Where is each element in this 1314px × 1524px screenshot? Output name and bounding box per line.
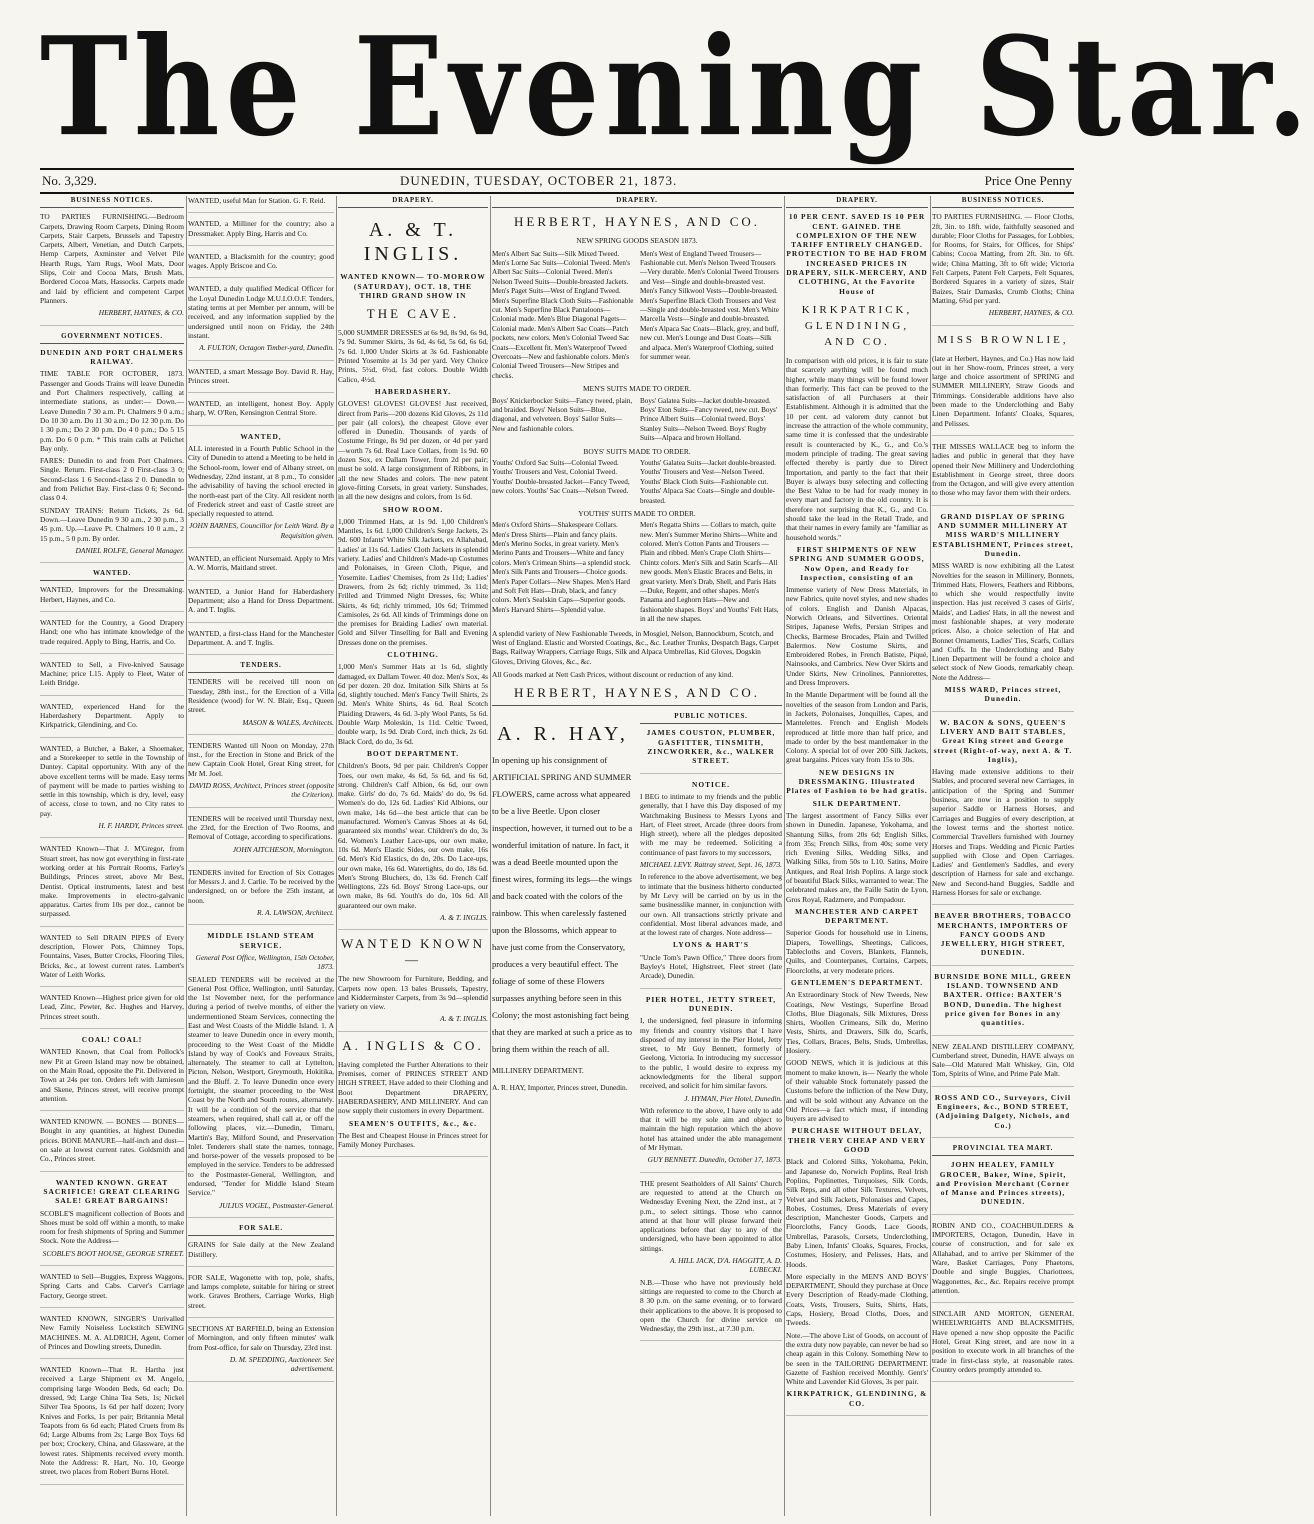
- ad-heading: BEAVER BROTHERS, TOBACCO MERCHANTS, IMPORTERS OF FANCY GOODS AND JEWELLERY, HIGH STREET, DUNEDIN.: [934, 911, 1072, 958]
- ad-text: TENDERS will be received till noon on Tuesday, 28th inst., for the Erection of a Villa Residence (wood) for W. N. Blair, Esq., Queen street.: [188, 677, 334, 715]
- section-heading: DRAPERY.: [492, 196, 782, 208]
- ad-text: I BEG to intimate to my friends and the public generally, that I have this Day disposed of my Watchmaking Business to Messrs Lyons and Hart, of Fleet street, Arcade (three doors from High street), where all the pledges deposited with me may be redeemed. Soliciting a continuance of past favors to my successors,: [640, 791, 782, 857]
- ad-text: WANTED Known—Highest price given for old Lead, Zinc, Pewter, &c. Hughes and Harvey, Princes street south.: [40, 993, 184, 1021]
- ad-signature: DANIEL ROLFE, General Manager.: [75, 545, 184, 555]
- ad-heading: SHOW ROOM.: [382, 504, 444, 514]
- ad-text: Note.—The above List of Goods, on account of the extra duty now payable, can never be had so cheap again in this Colony. Something New to be seen in the TAILORING DEPARTMENT. Gazette of Fashion received Monthly. Gent's' White and Lavender Kid Gloves, 3s per pair.: [786, 1330, 929, 1387]
- column-2: [188, 196, 334, 1516]
- list-left: Boys' Knickerbocker Suits—Fancy tweed, plain, and braided. Boys' Nelson Suits—Blue, diagonal, and velveteen. Boys' Sailor Suits—New and fashionable colors.: [492, 396, 633, 433]
- issue-number: No. 3,329.: [42, 173, 97, 188]
- advertisement: [786, 212, 928, 1416]
- ad-heading: MILLINERY DEPARTMENT.: [492, 1066, 584, 1076]
- ad-text: GLOVES! GLOVES! GLOVES! Just received, direct from Paris—200 dozens Kid Gloves, 2s 11d per pair (all colors), the cheapest Glove ever offered in Dunedin. Thousands of yards of Costume Fringe, 8s 9d per dozen, or 4d per yard—worth 7s 6d. Real Lace Collars, from 1s 9d. 60 dozen Sox, ex Dallam Tower, from 2d per pair; must be sold. A large consignment of Ribbons, in all the new Shades and colors. The new patent glove-fitting Corsets, in great variety. Sunshades, in all the new designs and colors, from 1s 6d.: [338, 399, 488, 502]
- issue-price: Price One Penny: [984, 173, 1072, 188]
- advertisement: [40, 212, 184, 325]
- ad-text: WANTED Known—That J. M'Gregor, from Stuart street, has now got everything in first-rate working order at his Portrait Rooms, Farley's Buildings, Princes street, above Mr Best, Dentist. Optical instruments, latest and best make. Improvements in electro-galvanic apparatus. Cartes from 10s per doz., cannot be surpassed.: [40, 844, 184, 919]
- advertisement: [932, 442, 1074, 506]
- ad-heading: JOHN HEALEY, FAMILY GROCER, Baker, Wine, Spirit, and Provision Merchant (Corner of Manse and Princes streets), DUNEDIN.: [936, 1160, 1070, 1207]
- ad-text: WANTED Known, that Coal from Pollock's new Pit at Green Island may now be obtained, on the Main Road, opposite the Pit. Delivered in Town at 24s per ton. Orders left with Jamieson and Skene, Princes street, will receive prompt attention.: [40, 1047, 184, 1103]
- ad-text: TIME TABLE FOR OCTOBER, 1873. Passenger and Goods Trains will leave Dunedin and Port Chalmers respectively, calling at intermediate stations, as under:— Down.—Leave Dunedin 7 30 a.m. Pt. Chalmers 9 0 a.m.; Do 10 30 a.m. Do 11 30 a.m.; Do 12 30 p.m. Do 1 30 p.m.; Do 2 30 p.m. Do 4 0 p.m.; Do 5 15 p.m. Do 6 0 p.m. * This train calls at Pelichet Bay only.: [40, 369, 184, 453]
- advertisement: [188, 741, 334, 808]
- ad-text: WANTED, an intelligent, honest Boy. Apply sharp, W. O'Ren, Kensington Central Store.: [188, 399, 334, 418]
- advertisement: [40, 744, 184, 839]
- goods-list: [492, 250, 782, 382]
- advertisement: [40, 702, 184, 738]
- ad-text: WANTED, a Junior Hand for Haberdashery Department; also a Hand for Dress Department. A. and T. Inglis.: [188, 586, 334, 615]
- ad-signature: A. HILL JACK, D'A. HAGGITT, A. D. LUBECKI.: [669, 1256, 782, 1275]
- ad-text: The Best and Cheapest House in Princes street for Family Money Purchases.: [338, 1130, 488, 1150]
- ad-heading: PURCHASE WITHOUT DELAY, THEIR VERY CHEAP AND VERY GOOD: [787, 1126, 927, 1155]
- list-right: Men's Regatta Shirts — Collars to match, quite new. Men's Summer Merino Shirts—White and colored. Men's Cotton Pants and Trousers — Plain and ribbed. Men's Crape Cloth Shirts—Chintz colors. Men's Silk and Satin Scarfs—All new goods. Men's Elastic Braces and Belts, in great variety. Men's Drab, Shell, and Paris Hats—Duke, Regent, and other shapes. Men's Panama and Leghorn Hats—New and fashionable shapes. Boys' and Youths' Felt Hats, in all the new shapes.: [640, 521, 779, 624]
- ad-text: The largest assortment of Fancy Silks ever shown in Dunedin. Japanese, Yokohama, and Shantung Silks, from 20s 6d; English Silks, from 35s; French Silks, from 40s; some very rich Evening Silks, Wedding Silks, and Walking Silks, from 50s to L10. Satins, Moire Antiques, and Real Irish Poplins. A large stock of beautiful Black Silks, warranted to wear. The celebrated makes are, the Faille Satin de Lyon, Gros Royal, Radzmere, and Pompadour.: [786, 810, 928, 904]
- list-left: Men's Albert Sac Suits—Silk Mixed Tweed. Men's Lorne Sac Suits—Colonial Tweed. Men's Albert Sac Suits—Colonial Tweed. Men's Nelson Tweed Suits—Double-breasted Jackets. Men's Paget Suits—West of England Tweed. Men's Superfine Black Cloth Suits—Fashionable cut. Men's Superfine Black Pantaloons—Colonial made. Men's Blue Diagonal Pagets—Colonial made. Men's Albert Sac Coats—Patch pockets, new colors. Men's Colonial Tweed Sac Coats—Excellent fit. Men's Waterproof Tweed Overcoats—New and fashionable colors. Men's Colonial Tweed Trousers—New Stripes and checks.: [492, 249, 634, 380]
- advertisement: [932, 911, 1074, 965]
- ad-signature: D. M. SPEDDING, Auctioneer. See advertisement.: [229, 1354, 334, 1374]
- advertisement: [640, 1179, 782, 1342]
- railway-notice: [40, 348, 184, 563]
- advertisement: [40, 1314, 184, 1359]
- ad-signature: SCOBLE'S BOOT HOUSE, GEORGE STREET.: [42, 1248, 184, 1258]
- ad-heading: MIDDLE ISLAND STEAM SERVICE.: [207, 931, 315, 950]
- ad-signature: A. R. HAY, Importer, Princes street, Dunedin.: [492, 1083, 628, 1093]
- advertisement: [640, 995, 782, 1173]
- ad-signature: MASON & WALES, Architects.: [242, 717, 334, 727]
- ad-signature: GUY BENNETT. Dunedin, October 17, 1873.: [647, 1155, 782, 1165]
- masthead: [40, 6, 1314, 167]
- advertisement: [932, 512, 1074, 712]
- ad-text: WANTED, an efficient Nursemaid. Apply to Mrs A. W. Morris, Maitland street.: [188, 554, 334, 573]
- ad-heading: NEW DESIGNS IN DRESSMAKING. Illustrated Plates of Fashion to be had gratis.: [786, 767, 928, 796]
- ad-text: GOOD NEWS, which it is judicious at this moment to make known, is— Nearly the whole of their valuable Stock fortunately passed the Customs before the infliction of the New Duty, and will be sold without any Advance on the Old Prices—a fact which must, if intending buyers are advised to: [786, 1058, 928, 1124]
- advertisement: [932, 1042, 1074, 1087]
- ad-text: In comparison with old prices, it is fair to state that scarcely anything will be found much higher, while many things will be found lower than formerly. This fact can be proved to the satisfaction of all Purchasers at their Establishment. Although it is admitted that the 10 per cent. ad valorem duty cannot but increase the attraction of the whole community, same time it is confessed that the undesirable result is counteracted by K., G., and Co.'s modern principle of trading. The great saving effected thereby is partly due to Direct Importation, and partly to the fact that their Buyer is always busy selecting and collecting the Best Value to be had for ready money in every mart and factory in the old country. It is therefore not surprising that K., G., and Co. should take the lead in the Retail Trade, and that their names in every family are "familiar as household words.": [786, 355, 928, 542]
- ad-heading: ROSS AND CO., Surveyors, Civil Engineers, &c., BOND STREET, (Adjoining Dalgety, Nichols, and Co.): [934, 1092, 1072, 1130]
- advertisement: [188, 554, 334, 581]
- ad-text: ROBIN AND CO., COACHBUILDERS & IMPORTERS, Octagon, Dunedin, Have in course of construction, and for sale ex Allahabad, and to arrive per Skimmer of the Ware, Basket Carriages, Pony Phaetons, Double and single Buggies, Chariottees, Waggonettes, &c., &c. Repairs receive prompt attention.: [932, 1220, 1074, 1295]
- ad-text: Children's Boots, 9d per pair. Children's Copper Toes, our own make, 4s 6d, 5s 6d, and 6s 6d, strong. Children's Calf Albion, 6s 6d, our own make. Girls' do do, 7s 6d. Maids' do do, 9s 6d. Women's do do, 12s 6d. Ladies' Kid Albions, our own make, 14s 6d—the best article that can be manufactured. Women's Canvas Shoes at 4s 6d, guaranteed six months' wear. Children's do do, 3s 6d. Women's Leather Lace-ups, our own make, 10s 6d. Men's Elastic Sides, our own make, 16s 6d. Men's Kid Elastics, do do, 20s. Do Lace-ups, our own make, 16s 6d. Watertights, do do, 18s 6d. Men's Strong Bluchers, do, 13s 6d. French Calf Wellingtons, 22s 6d. Boys' Strong Lace-ups, our own make, 8s 6d. Youth's do do, 10s 6d. All guaranteed our own make.: [338, 761, 488, 910]
- ad-text: GRAINS for Sale daily at the New Zealand Distillery.: [188, 1240, 334, 1259]
- goods-list: [492, 521, 782, 624]
- advertisement: [188, 399, 334, 426]
- goods-list: [492, 459, 782, 506]
- ad-signature: JOHN BARNES, Councillor for Leith Ward. By a Requisition given.: [188, 521, 334, 540]
- ad-text: THE present Seatholders of All Saints' Church are requested to attend at the Church on Wednesday Evening Next, the 22nd inst., at 7 p.m., to select sittings. Those who cannot attend at that hour will please forward their applications before that day to any of the undersigned, who have been appointed to allot sittings.: [640, 1178, 782, 1253]
- firm-name: A. & T. INGLIS.: [363, 219, 463, 266]
- ad-signature: JOHN AITCHESON, Mornington.: [232, 844, 334, 854]
- section-heading: GOVERNMENT NOTICES.: [40, 332, 184, 344]
- ad-heading: WANTED KNOWN— TO-MORROW (SATURDAY), OCT. 18, THE THIRD GRAND SHOW IN: [340, 272, 486, 300]
- ad-heading: THE CAVE.: [366, 306, 460, 322]
- ad-text: WANTED for the Country, a Good Drapery Hand; one who has intimate knowledge of the trade required. Apply to Bing, Harris, and Co.: [40, 617, 184, 646]
- ad-text: Immense variety of New Dress Materials, in new Fabrics, quite novel styles, and new shades of colors. English and Danish Alpacas, Norwich Orleans, and Silvertines. Oriental Stripes, Japanese Wefts, Persian Stripes and Checks, Barmese Brocades, Plain and Twilled Balermos. New Costume Skirts, and Embroidered Robes, in French Batiste, Piqué, Nainsooks, and Cambrics. New Over Skirts and Under Skirts, New Crinolines, Panniorettes, and Dress Improvers.: [786, 585, 928, 688]
- ad-text: SINCLAIR AND MORTON, GENERAL WHEELWRIGHTS AND BLACKSMITHS, Have opened a new shop opposite the Pacific Hotel, Great King street, and are now in a position to execute work in all branches of the trade in first-class style, at reasonable rates. Country orders promptly attended to.: [932, 1309, 1074, 1374]
- ad-text: I, the undersigned, feel pleasure in informing my friends and country visitors that I have disposed of my interest in the Pier Hotel, Jetty street, to Mr Guy Bennett, formerly of Geelong, Victoria. In introducing my successor to the public, I would desire to express my acknowledgments for the liberal support received, and solicit for him similar favors.: [640, 1016, 782, 1091]
- advertisement: [188, 196, 334, 213]
- goods-list: [492, 397, 782, 444]
- ad-heading: 10 PER CENT. SAVED IS 10 PER CENT. GAINED. THE COMPLEXION OF THE NEW TARIFF ENTIRELY CHANGED. PROTECTION TO BE HAD FROM INCREASED PRICES IN DRAPERY, SILK-MERCERY, AND CLOTHING, At the Favorite House of: [786, 212, 928, 296]
- ad-signature: MISS WARD, Princes street, Dunedin.: [944, 685, 1062, 704]
- firm-name: A. INGLIS & CO.: [342, 1037, 484, 1053]
- section-heading: TENDERS.: [188, 661, 334, 673]
- ad-text: TENDERS invited for Erection of Six Cottages for Messrs J. and J. Carlie. To be received by the undersigned, on or before the 25th instant, at noon.: [188, 867, 334, 905]
- ad-heading: WANTED KNOWN—: [341, 936, 485, 968]
- ad-text: 1,000 Trimmed Hats, at 1s 9d. 1,00 Children's Mantles, 1s 6d. 1,000 Children's Serge Jackets, 2s 9d. 600 Infants' White Silk Jackets, ex Allahabad, Ladies' at 11s 6d. Ladies' Cloth Jackets in splendid variety. Ladies' and Children's Made-up Costumes and Polonaises, in Green Cloth, Pique, and Yosemite. Ladies' Chemises, from 2s 11d; Ladies' Drawers, from 2s 6d; richly trimmed, 3s 11d; Frilled and Trimmed Night Dresses, 6s; White Skirts, 4s 6d; richly trimmed, 10s 6d; Trimmed Camisoles, 2s 6d. All kinds of Trimmings done on the premises for Braiding Ladies' own material. Gold and Silver Tinselling for Ball and Evening Dresses done on the premises.: [338, 516, 488, 647]
- ad-text: NEW ZEALAND DISTILLERY COMPANY, Cumberland street, Dunedin, HAVE always on Sale—Old Matured Malt Whiskey, Gin, Old Tom, Spirits of Wine, and Prime Pale Malt.: [932, 1041, 1074, 1079]
- ad-text: In opening up his consignment of ARTIFICIAL SPRING AND SUMMER FLOWERS, came across what appeared to be a live Beetle. Upon closer inspection, however, it turned out to be a wonderful imitation of nature. In fact, it was a dead Beetle mounted upon the finest wires, forming its legs—the wings and back coated with the colors of the rainbow. This when carelessly fastened upon the Blossoms, which appear to have just come from the Conservatory, produces a very beautiful effect. The foliage of some of these Flowers surpasses anything before seen in this Colony; the most astonishing fact being that they are marked at such a price as to bring them within the reach of all.: [492, 755, 633, 1055]
- ad-heading: GRAND DISPLAY OF SPRING AND SUMMER MILLINERY AT MISS WARD'S MILLINERY ESTABLISHMENT, Princes street, Dunedin.: [932, 511, 1074, 558]
- advertisement: [188, 367, 334, 394]
- section-heading: PROVINCIAL TEA MART.: [932, 1144, 1074, 1156]
- advertisement: [40, 1035, 184, 1111]
- ad-heading: HABERDASHERY.: [374, 386, 452, 396]
- ad-text: 1,000 Men's Summer Hats at 1s 6d, slightly damaged, ex Dallam Tower. 40 doz. Men's Sox, 4s 6d per dozen. 20 doz. Imitation Silk Shirts at 5s 6d, slightly touched. Men's Fancy Twill Shirts, 2s 9d. Men's White Shirts, 4s 6d. Real Scotch Plaiding Drawers, 4s 6d. 3-ply Wool Pants, 5s 6d. Double Warp Moleskin, 1s 11d. Celtic Tweed, double warp, 1s 9d. Drab Cord, inch thick, 2s 6d. Black Cord, do do, 3s 6d.: [338, 662, 488, 746]
- ad-heading: JAMES COUSTON, PLUMBER, GASFITTER, TINSMITH, ZINCWORKER, &c., WALKER STREET.: [646, 728, 776, 766]
- ad-signature: JULIUS VOGEL, Postmaster-General.: [219, 1200, 334, 1210]
- ad-text: 5,000 SUMMER DRESSES at 6s 9d, 8s 9d, 6s 9d, 7s 9d. Summer Skirts, 3s 6d, 4s 6d, 5s 6d, 6s 6d, 7s 6d. 1,000 Under Skirts at 3s 6d. Fashionable Printed Yosemite at 1s 3d per yard. Very Choice Prints, 5½d, 6½d, fast colors. Double Width Calico, 4½d.: [338, 328, 488, 384]
- ad-text: (late at Herbert, Haynes, and Co.) Has now laid out in her Show-room, Princes street, a very large and choice assortment of SPRING and SUMMER MILLINERY, Straw Goods and Trimmings. Considerable additions have also been made to the Underclothing and Baby Linen Department. Infants' Cloaks, Squares, and Pelisses.: [932, 353, 1074, 428]
- ad-signature: J. HYMAN, Pier Hotel, Dunedin.: [684, 1093, 782, 1103]
- ad-heading: NOTICE.: [691, 779, 730, 789]
- ad-text: The new Showroom for Furniture, Bedding, and Carpets now open. 13 bales Brussels, Tapestry, and Kidderminster Carpets, from 3s 9d—splendid variety on view.: [338, 974, 488, 1012]
- advertisement: [932, 1309, 1074, 1382]
- ad-signature: A. FULTON, Octagon Timber-yard, Dunedin.: [199, 343, 334, 353]
- advertisement: [188, 1273, 334, 1318]
- advertisement: [932, 1093, 1074, 1138]
- advertisement: [188, 219, 334, 246]
- ad-heading: WANTED KNOWN. GREAT SACRIFICE! GREAT CLEARING SALE! GREAT BARGAINS!: [43, 1177, 181, 1206]
- advertisement: [40, 933, 184, 987]
- ad-text: TO PARTIES FURNISHING.—Bedroom Carpets, Drawing Room Carpets, Dining Room Carpets, Stair Carpets, Brussels and Tapestry Carpets, Albert, Venetian, and Dutch Carpets, Hemp Carpets, Axminster and Velvet Pile Hearth Rugs, Yarn Rugs, Wool Mats, Door Slips, Coir and Cocoa Mats, Brush Mats, Bordered Cocoa Mats, Hassocks. Carpets made and laid by efficient and competent Carpet Planners.: [40, 212, 184, 305]
- ad-heading: NEW SPRING GOODS SEASON 1873.: [576, 236, 698, 246]
- ad-text: WANTED, a Milliner for the country; also a Dressmaker. Apply Bing, Harris and Co.: [188, 219, 334, 238]
- firm-name: HERBERT, HAYNES, AND CO.: [513, 214, 760, 230]
- column-4-5: [492, 196, 782, 1516]
- firm-name: HERBERT, HAYNES, AND CO.: [492, 685, 782, 706]
- list-right: Men's West of England Tweed Trousers—Fashionable cut. Men's Nelson Tweed Trousers—Very durable. Men's Colonial Tweed Trousers and Vest—Single and double-breasted vest. Men's Fancy Silkwool Vests—Double-breasted. Men's Superfine Black Cloth Trousers and Vest—Single and double-breasted vest. Men's White Marcella Vests—Single and double-breasted. Men's Alpaca Sac Coats—Black, grey, and buff, new cut. Men's Lounge and Dust Coats—Silk and alpaca. Men's Waterproof Clothing, suited for summer wear.: [640, 249, 779, 362]
- columns: [40, 196, 1074, 1516]
- advertisement: [40, 1178, 184, 1266]
- newspaper-title: The Evening Star.: [40, 6, 1314, 167]
- ad-heading: LYONS & HART'S: [673, 940, 749, 950]
- ad-text: WANTED, useful Man for Station. G. F. Reid.: [188, 196, 326, 205]
- advertisement: [932, 1160, 1074, 1214]
- ad-signature: R. A. LAWSON, Architect.: [257, 908, 334, 918]
- ad-signature: DAVID ROSS, Architect, Princes street (opposite the Criterion).: [189, 781, 334, 800]
- ad-heading: MEN'S SUITS MADE TO ORDER.: [582, 384, 692, 394]
- advertisement: [338, 1038, 488, 1158]
- firm-name: MISS BROWNLIE,: [937, 333, 1069, 346]
- column-6: [786, 196, 928, 1516]
- section-heading: DRAPERY.: [338, 196, 488, 208]
- ad-signature: HERBERT, HAYNES, & CO.: [98, 308, 184, 318]
- ad-text: Having completed the Further Alterations to their Premises, corner of PRINCES STREET AND HIGH STREET, Have added to their Clothing and Boot Department DRAPERY, HABERDASHERY, AND MILLINERY. And can now supply their customers in every Department.: [338, 1059, 488, 1116]
- advertisement: [188, 1324, 334, 1381]
- ad-text: Superior Goods for household use in Linens, Diapers, Towellings, Sheetings, Calicoes, Tablecloths and Covers, Blankets, Flannels, Quilts, and Counterpanes, Curtains, Carpets, Floorcloths, at very moderate prices.: [786, 928, 928, 975]
- advertisement: [640, 728, 782, 773]
- ad-text: SCOBLE'S magnificent collection of Boots and Shoes must be sold off within a month, to make room for fresh shipments of Spring and Summer Stock. Note the Address—: [40, 1208, 184, 1246]
- ad-signature: MICHAEL LEVY. Rattray street, Sept. 16, 1873.: [640, 860, 782, 870]
- ad-text: With reference to the above, I have only to add that it will be my sole aim and object to maintain the high reputation which the above hotel has attained under the able management of Mr Hyman.: [640, 1105, 782, 1153]
- advertisement: [188, 252, 334, 279]
- ad-text: WANTED KNOWN. — BONES — BONES—Bought in any quantities, at highest Dunedin prices. BONE MANURE—half-inch and dust—on sale at lowest current rates. Goldsmith and Co., Princes street.: [40, 1117, 184, 1164]
- ad-heading: GENTLEMEN'S DEPARTMENT.: [790, 977, 924, 987]
- advertisement: [932, 718, 1074, 906]
- lower-columns: [492, 712, 782, 1347]
- ad-text: WANTED to Sell, a Five-knived Sausage Machine; price L15. Apply to Fleet, Water of Leith Bridge.: [40, 659, 184, 688]
- ad-heading: COAL! COAL!: [81, 1035, 143, 1045]
- section-heading: BUSINESS NOTICES.: [932, 196, 1074, 208]
- ad-place: General Post Office, Wellington, 15th October, 1873.: [195, 952, 334, 972]
- ad-text: MISS WARD is now exhibiting all the Latest Novelties for the season in Millinery, Bonnets, Trimmed Hats, Flowers, Feathers and Ribbons, to which she would respectfully invite inspection. Has just received 3 cases of Girls', Maids', and Ladies' Hats, in all the newest and most fashionable shapes, at very moderate prices. Also, a choice selection of Hat and Bonnet Ornaments, Ladies' Ties, Scarfs, Collars and Cuffs. In the Underclothing and Baby Linen Department will be found a choice and select stock of New Goods, remarkably cheap. Note the Address—: [932, 561, 1074, 682]
- ad-heading: SEAMEN'S OUTFITS, &c., &c.: [348, 1118, 478, 1128]
- ad-heading: CLOTHING.: [387, 649, 439, 659]
- ad-text: SEALED TENDERS will be received at the General Post Office, Wellington, until Saturday, the 1st November next, for the performance during a period of twelve months, of either the undermentioned Steam Services, connecting the East and West Coasts of the Middle Island. 1. A steamer to leave Dunedin once in every month, proceeding to the West Coast of the Middle Island by way of Cook's and Foveaux Straits, alternately. The steamer to call at Lyttelton, Picton, Nelson, Westport, Greymouth, Hokitika, and the Bluff. 2. To leave Dunedin once every fortnight, the steamer proceeding to the West Coast by the North and South routes, alternately. It will be a condition of the service that the steamers, when required, shall call at, or off the following places, viz.—Dunedin, Timaru, Martin's Bay, Milford Sound, and Preservation Inlet. Tenderers shall state the names, tonnage, and horse-power of the vessels proposed to be employed in the service. Tenders to be addressed to the Postmaster-General, Wellington, and endorsed, "Tender for Middle Island Steam Service.": [188, 974, 334, 1198]
- ad-text: More especially in the MEN'S AND BOYS' DEPARTMENT, Should they purchase at Once Every Description of Ready-made Clothing, Coats, Vests, Trousers, Suits, Shirts, Hats, Caps, Hosiery, Broad Cloths, Does, and Tweeds.: [786, 1271, 928, 1328]
- ad-text: WANTED, a duly qualified Medical Officer for the Loyal Dunedin Lodge M.U.I.O.O.F. Tenders, stating terms at per Member per annum, will be received, and any information supplied by the undersigned until noon on Friday, the 24th instant.: [188, 284, 334, 340]
- column-3: [338, 196, 488, 1516]
- ad-heading: YOUTHS' SUITS MADE TO ORDER.: [578, 508, 696, 518]
- ad-heading: MANCHESTER AND CARPET DEPARTMENT.: [795, 906, 919, 926]
- ad-text: All Goods marked at Nett Cash Prices, without discount or reduction of any kind.: [492, 669, 734, 679]
- ad-heading: SILK DEPARTMENT.: [812, 798, 902, 808]
- ad-signature: A. & T. INGLIS.: [440, 1014, 488, 1024]
- advertisement: [188, 284, 334, 360]
- ad-heading: BURNSIDE BONE MILL, GREEN ISLAND. TOWNSEND AND BAXTER. Office: BAXTER'S BOND, Dunedin. The highest price given for Bones in any quantities.: [934, 971, 1072, 1028]
- section-heading: WANTED.: [40, 569, 184, 581]
- ad-signature: H. F. HARDY, Princes street.: [98, 821, 184, 831]
- advertisement: [338, 936, 488, 1031]
- column-1: [40, 196, 184, 1516]
- hay-advertisement: [492, 712, 634, 1347]
- ad-text: WANTED KNOWN, SINGER'S Unrivalled New Family Noiseless Lockstitch SEWING MACHINES. M. A. ALDRICH, Agent, Corner of Princes and Dowling streets, Dunedin.: [40, 1313, 184, 1351]
- advertisement: [40, 993, 184, 1029]
- advertisement: [40, 618, 184, 654]
- list-right: Youths' Galatea Suits—Jacket double-breasted. Youths' Trousers and Vest—Nelson Tweed. Youths' Black Cloth Suits—Fashionable cut. Youths' Alpaca Sac Coats—Single and double-breasted.: [640, 458, 776, 505]
- public-notices: [640, 712, 782, 1347]
- advertisement: [932, 332, 1074, 436]
- ad-text: FOR SALE, Wagonette with top, pole, shafts, and lamps complete, suitable for hiring or street work. Graves Brothers, Carriage Works, High street.: [188, 1272, 334, 1310]
- advertisement: [188, 1240, 334, 1267]
- section-heading: BUSINESS NOTICES.: [40, 196, 184, 208]
- issue-date: DUNEDIN, TUESDAY, OCTOBER 21, 1873.: [400, 173, 678, 188]
- advertisement: [932, 1221, 1074, 1303]
- advertisement: [188, 814, 334, 862]
- ad-heading: W. BACON & SONS, QUEEN'S LIVERY AND BAIT STABLES, Great King street and George street (Right-of-way, next A. & T. Inglis),: [933, 717, 1073, 764]
- ad-text: A splendid variety of New Fashionable Tweeds, in Mosgiel, Nelson, Bannockburn, Scotch, and West of England. Elastic and Worsted Coatings, &c., &c. Leather Trunks, Despatch Bags, Carpet Bags, Railway Wrappers, Carriage Rugs, Silk and Alpaca Umbrellas, Kid Gloves, Dogskin Gloves, Driving Gloves, &c., &c.: [492, 628, 779, 666]
- advertisement: [932, 212, 1074, 325]
- list-right: Boys' Galatea Suits—Jacket double-breasted. Boys' Eton Suits—Fancy tweed, new cut. Boys' Prince Albert Suits—Colonial tweed. Boys' Stanley Suits—Nelson Tweed. Boys' Rugby Suits—Alpaca and brown Holland.: [640, 396, 778, 443]
- ad-text: WANTED, a smart Message Boy. David R. Hay, Princes street.: [188, 366, 334, 385]
- advertisement: [188, 931, 334, 1218]
- ad-text: THE MISSES WALLACE beg to inform the ladies and public in general that they have opened their New Millinery and Underclothing Establishment in George street, three doors from the Octagon, and will give every attention to those who may favor them with their orders.: [932, 441, 1074, 498]
- advertisement: [40, 1117, 184, 1171]
- ad-heading: PIER HOTEL, JETTY STREET, DUNEDIN.: [645, 994, 777, 1013]
- ad-text: An Extraordinary Stock of New Tweeds, New Coatings, New Vestings, Superfine Broad Cloths, Blue Diagonals, Silk Mixtures, Dress Shirts, Woollen Crimeans, Silk do, Merino Vests, Shirts, and Drawers, Silk do, Scarfs, Ties, Collars, Braces, Belts, Studs, Umbrellas, Hosiery.: [786, 990, 928, 1056]
- ad-heading: FIRST SHIPMENTS OF NEW SPRING AND SUMMER GOODS, Now Open, and Ready for Inspection, consisting of an: [789, 544, 925, 582]
- ad-text: In the Mantle Department will be found all the novelties of the season from London and Paris, in Jackets, Polonaises, Jonquilles, Capes, and Mantelettes. French and English Models reproduced at little more than half price, and made to order by the best mantlemaker in the Colony. A special lot of over 200 Silk Jackets, great bargains. Prices vary from 15s to 30s.: [786, 690, 928, 765]
- ad-text: SECTIONS AT BARFIELD, being an Extension of Mornington, and only fifteen minutes' walk from Post-office, for sale on Thursday, 23rd inst.: [188, 1324, 334, 1352]
- ad-text: TENDERS will be received until Thursday next, the 23rd, for the Erection of Two Rooms, and Removal of Cottage, according to specifications.: [188, 813, 334, 842]
- ad-heading: WANTED,: [240, 431, 282, 441]
- ad-text: TO PARTIES FURNISHING. — Floor Cloths, 2ft, 3in. to 18ft. wide, faithfully seasoned and durable; Floor Cloths for Passages, for Lobbies, for Rooms, for Stairs, for Offices, for Ships' Cabins; Cocoa Matting, from 2ft. 3in. to 6ft. wide; China Matting, 3ft to 6ft wide; Victoria Felt Carpets, Patent Felt Carpets, Felt Squares, Bordered Squares in a variety of sizes, Stair Baizes, Stair Damasks, Crumb Cloths; China Matting, 6¾d per yard.: [932, 212, 1074, 305]
- advertisement: [188, 868, 334, 925]
- ad-text: WANTED to Sell—Buggies, Express Waggons, Spring Carts and Cabs. Carver's Carriage Factory, George street.: [40, 1272, 184, 1300]
- advertisement: [640, 780, 782, 989]
- ad-text: TENDERS Wanted till Noon on Monday, 27th inst., for the Erection in Stone and Brick of the new Captain Cook Hotel, Great King street, for Mr M. Joel.: [188, 740, 334, 778]
- advertisement: [188, 432, 334, 548]
- advertisement: [188, 629, 334, 656]
- ad-heading: DUNEDIN AND PORT CHALMERS RAILWAY.: [40, 347, 184, 367]
- ad-text: ALL interested in a Fourth Public School in the City of Dunedin to attend a Meeting to be held in the School-room, lower end of Albany street, on Wednesday, 22nd instant, at 8 p.m., To consider the advisability of having the school erected in the north-east part of the City. All resident north of Frederick street and east of Castle street are specially requested to attend.: [188, 444, 334, 519]
- section-heading: FOR SALE.: [188, 1224, 334, 1236]
- section-heading: DRAPERY.: [786, 196, 928, 208]
- ad-text: Black and Colored Silks, Yokohama, Pekin, and Japanese do, Norwich Poplins, Real Irish Poplins, Poplinettes, Turquoises, Silk Cords, Silk Reps, and all other Silk Textures, Velvets, Velvet and Silk Jackets, Polonaises and Capes, Robes, Costumes, Dress Materials of every description, Manchester Goods, Carpets and Floorcloths, Fancy Goods, Lace Goods, Umbrellas, Parasols, Corsets, Underclothing, Baby Linen, Infants' Cloaks, Squares, Frocks, Costumes, Hosiery, and Pelisses, Hats, and Hoods.: [786, 1157, 928, 1269]
- ad-signature: A. & T. INGLIS.: [440, 913, 488, 922]
- advertisement: [40, 660, 184, 696]
- ad-signature: KIRKPATRICK, GLENDINING, & CO.: [786, 1389, 928, 1408]
- section-heading: PUBLIC NOTICES.: [640, 712, 782, 724]
- advertisement: [40, 844, 184, 926]
- list-left: Youths' Oxford Sac Suits—Colonial Tweed. Youths' Trousers and Vest, Colonial Tweed. Youths' Double-breasted Jacket—Fancy Tweed, new colors. Youths' Sac Coats—Nelson Tweed.: [492, 458, 630, 496]
- advertisement: [338, 272, 488, 930]
- ad-signature: HERBERT, HAYNES, & CO.: [988, 308, 1074, 318]
- advertisement: [188, 587, 334, 623]
- ad-heading: BOYS' SUITS MADE TO ORDER.: [583, 446, 691, 456]
- ad-text: WANTED Known—That R. Hartha just received a Large Shipment ex M. Angelo, comprising large Wooden Beds, 6d each; Do. dressed, 9d; Large China Tea Sets, 1s; Nickel Silver Tea Spoons, 1s 6d per half dozen; Ivory Knives and Forks, 1s per pair; Britannia Metal Teapots from 6s 6d each; Plated Cruets from 8s 6d; Large Albums from 2s; Large Box Toys 6d per box; Crockery, China, and Glassware, at the lowest rates. Shipments received every month. Note the Address: R. Hart, No. 10, George street, two places from Robert Burns Hotel.: [40, 1365, 184, 1477]
- ad-text: WANTED, a Butcher, a Baker, a Shoemaker, and a Storekeeper to settle in the Township of Duntey. Capital opportunity. With any of the above excellent terms will be made. Easy terms of payment will be made to parties wishing to settle in this township, which is dry, level, easy of access, close to town, and no City rates to pay.: [40, 743, 184, 818]
- list-left: Men's Oxford Shirts—Shakespeare Collars. Men's Dress Shirts—Plain and fancy plaits. Men's Merino Socks, in great variety. Men's Merino Pants and Trousers—White and fancy colors. Men's Crimean Shirts—a splendid stock. Men's Silk Pants and Trousers—Choice goods. Men's Paper Collars—New Shapes. Men's Hard and Soft Felt Hats—Drab, black, and fancy colors. Men's Sealskin Caps—Superior goods. Men's Harvard Shirts—Splendid value.: [492, 521, 631, 614]
- ad-text: WANTED, a first-class Hand for the Manchester Department. A. and T. Inglis.: [188, 628, 334, 647]
- ad-text: N.B.—Those who have not previously held sittings are requested to come to the Church at 8 30 p.m. on the same evening, or to forward their applications to the above. It is proposed to open the Church for divine service on Wednesday, the 29th inst., at 7.30 p.m.: [640, 1277, 782, 1334]
- ad-text: "Uncle Tom's Pawn Office," Three doors from Bayley's Hotel, Highstreet, Fleet street (late Arcade), Dunedin.: [640, 952, 782, 981]
- ad-text: Having made extensive additions to their Stables, and procured several new Carriages, in anticipation of the Spring and Summer business, are now in a position to supply superior Saddle or Harness Horses, and Carriages and Buggies of every description, at the lowest terms and the shortest notice. Commercial Travellers furnished with Journey Horses and Traps. Wedding and Picnic Parties supplied with Close and Open Carriages. Ladies' and Gentlemen's Saddles, and every description of Harness for sale and exchange. New and Second-hand Buggies, Saddle and Harness Horses for sale or exchange.: [932, 767, 1074, 897]
- advertisement: [932, 972, 1074, 1036]
- advertisement: [40, 585, 184, 612]
- ad-text: SUNDAY TRAINS: Return Tickets, 2s 6d. Down.—Leave Dunedin 9 30 a.m., 2 30 p.m., 3 45 p.m. Up.—Leave Pt. Chalmers 10 0 a.m., 2 15 p.m., 5 0 p.m. By order.: [40, 505, 184, 543]
- advertisement: [40, 1272, 184, 1308]
- dateline: [40, 168, 1074, 194]
- column-7: [932, 196, 1074, 1516]
- ad-text: FARES: Dunedin to and from Port Chalmers. Single. Return. First-class 2 0 First-class 3 0; Second-class 1 6 Second-class 2 0. Dunedin to and from Pelichet Bay. First-class 0 6; Second-class 0 4.: [40, 456, 184, 503]
- ad-text: In reference to the above advertisement, we beg to intimate that the business hitherto conducted by Mr Levy will be carried on by us in the same businesslike manner, in conjunction with our own. All transactions strictly private and confidential. Most liberal advances made, and at the lowest rate of charges. Note address—: [640, 872, 782, 938]
- firm-name: A. R. HAY,: [497, 723, 629, 746]
- firm-name: KIRKPATRICK, GLENDINING, AND CO.: [801, 303, 913, 348]
- advertisement: [40, 1365, 184, 1485]
- ad-text: WANTED, a Blacksmith for the country; good wages. Apply Briscoe and Co.: [188, 251, 334, 271]
- ad-text: WANTED to Sell DRAIN PIPES of Every description, Flower Pots, Chimney Tops, Fountains, Vases, Butter Crocks, Flooring Tiles, Bricks, &c., at lowest current rates. Lambert's Water of Leith Works.: [40, 932, 184, 979]
- ad-text: WANTED, experienced Hand for the Haberdashery Department. Apply to Kirkpatrick, Glendining, and Co.: [40, 701, 184, 730]
- advertisement: [188, 677, 334, 734]
- ad-text: WANTED, Improvers for the Dressmaking. Herbert, Haynes, and Co.: [40, 585, 184, 604]
- ad-heading: BOOT DEPARTMENT.: [366, 748, 460, 758]
